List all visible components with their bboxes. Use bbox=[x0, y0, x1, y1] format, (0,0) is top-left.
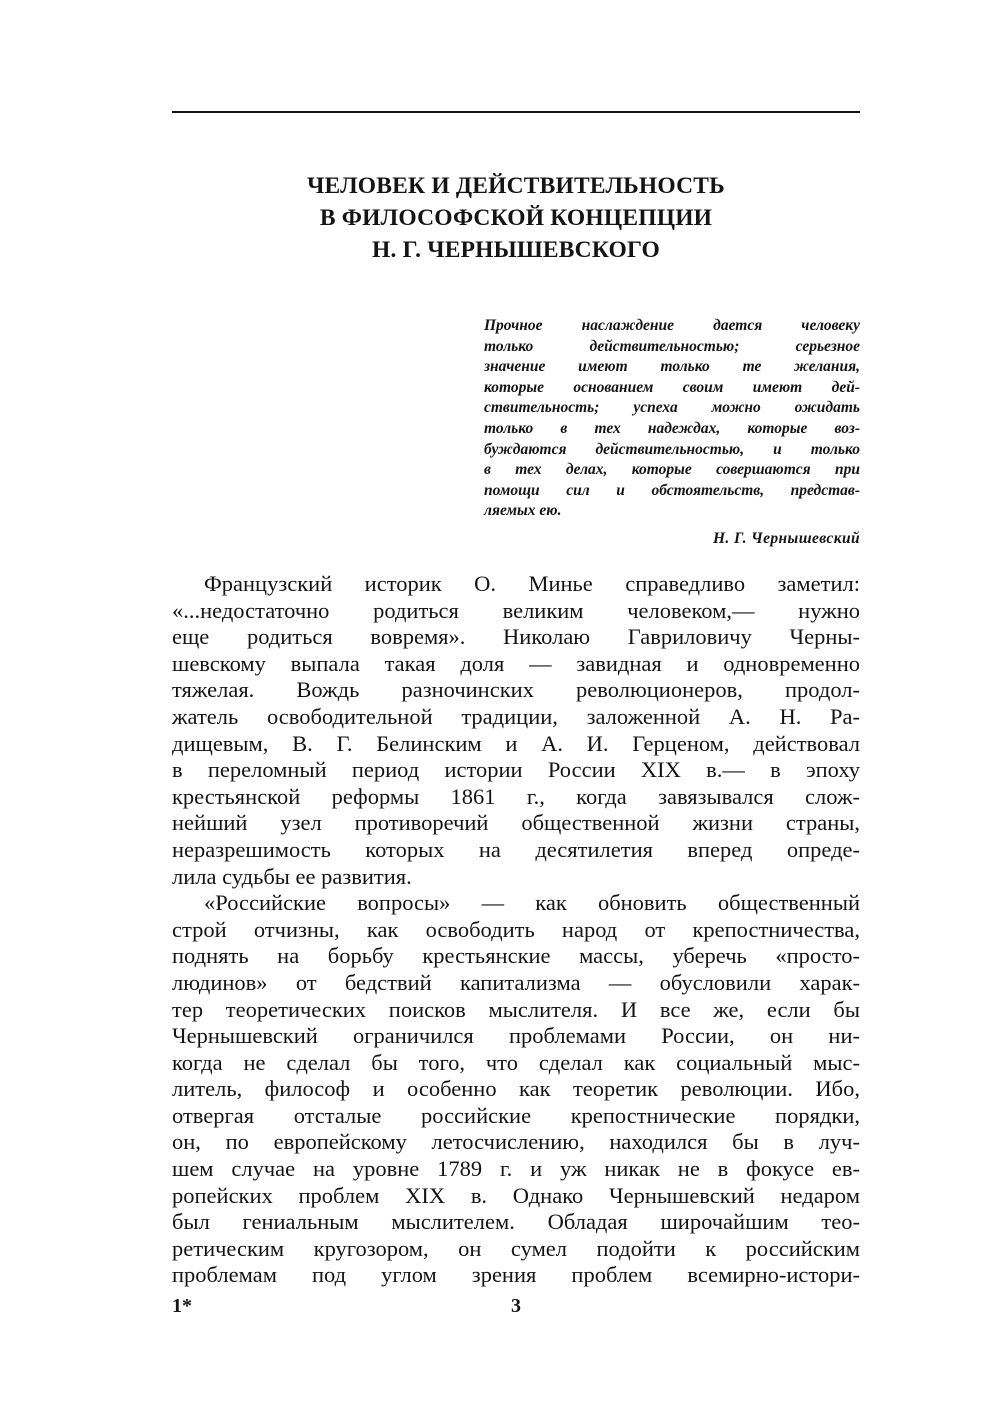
body-line: когда не сделал бы того, что сделал как социальный мыс- bbox=[172, 1049, 860, 1075]
body-line: тер теоретических поисков мыслителя. И все же, если бы bbox=[172, 996, 860, 1022]
epigraph bbox=[484, 316, 860, 550]
body-line: «Российские вопросы» — как обновить общественный bbox=[204, 890, 860, 916]
title-line-2: В ФИЛОСОФСКОЙ КОНЦЕПЦИИ bbox=[319, 205, 713, 231]
signature-mark: 1* bbox=[172, 1295, 192, 1317]
body-line: крестьянской реформы 1861 г., когда завязывался слож- bbox=[172, 783, 860, 809]
body-line: литель, философ и особенно как теоретик революции. Ибо, bbox=[172, 1076, 860, 1102]
epigraph-line: только действительностью; серьезное bbox=[484, 337, 860, 355]
body-line: он, по европейскому летосчислению, находился бы в луч- bbox=[172, 1129, 860, 1155]
epigraph-line: Прочное наслаждение дается человеку bbox=[484, 317, 860, 334]
body-line: «...недостаточно родиться великим человеком,— нужно bbox=[172, 597, 860, 623]
epigraph-line: которые основанием своим имеют дей- bbox=[484, 378, 860, 396]
top-rule bbox=[172, 111, 860, 113]
epigraph-line: ствительность; успеха можно ожидать bbox=[484, 399, 860, 417]
body-line: строй отчизны, как освободить народ от крепостничества, bbox=[172, 916, 860, 942]
epigraph-line: только в тех надеждах, которые воз- bbox=[484, 419, 860, 437]
body-line: лила судьбы ее развития. bbox=[172, 863, 412, 889]
article-title bbox=[172, 170, 860, 266]
paragraph-2 bbox=[172, 890, 860, 1289]
epigraph-line: буждаются действительностью, и только bbox=[484, 440, 860, 458]
body-line: Французский историк О. Минье справедливо заметил: bbox=[204, 571, 860, 596]
body-line: шевскому выпала такая доля — завидная и одновременно bbox=[172, 650, 860, 676]
body-line: шем случае на уровне 1789 г. и уж никак не в фокусе ев- bbox=[172, 1156, 860, 1182]
body-line: дищевым, В. Г. Белинским и А. И. Герценом, действовал bbox=[172, 730, 860, 756]
epigraph-line: в тех делах, которые совершаются при bbox=[484, 461, 860, 479]
body-line: ропейских проблем XIX в. Однако Чернышевский недаром bbox=[172, 1182, 860, 1208]
title-line-3: Н. Г. ЧЕРНЫШЕВСКОГО bbox=[371, 237, 660, 263]
title-line-1: ЧЕЛОВЕК И ДЕЙСТВИТЕЛЬНОСТЬ bbox=[307, 173, 725, 199]
body-line: Чернышевский ограничился проблемами России, он ни- bbox=[172, 1023, 860, 1049]
body-line: ретическим кругозором, он сумел подойти к российским bbox=[172, 1235, 860, 1261]
epigraph-line: ляемых ею. bbox=[484, 502, 562, 520]
body-line: поднять на борьбу крестьянские массы, уберечь «просто- bbox=[172, 943, 860, 969]
body-line: в переломный период истории России XIX в.— в эпоху bbox=[172, 757, 860, 783]
epigraph-author: Н. Г. Чернышевский bbox=[712, 529, 860, 547]
body-line: тяжелая. Вождь разночинских революционеров, продол- bbox=[172, 677, 860, 703]
paragraph-1 bbox=[172, 571, 860, 890]
body-line: нейший узел противоречий общественной жизни страны, bbox=[172, 810, 860, 836]
body-line: еще родиться вовремя». Николаю Гавриловичу Черны- bbox=[172, 624, 860, 650]
body-line: отвергая отсталые российские крепостнические порядки, bbox=[172, 1102, 860, 1128]
page-number: 3 bbox=[511, 1295, 521, 1317]
body-line: проблемам под углом зрения проблем всемирно-истори- bbox=[172, 1262, 860, 1288]
epigraph-line: значение имеют только те желания, bbox=[484, 358, 860, 376]
body-line: людинов» от бедствий капитализма — обусловили харак- bbox=[172, 969, 860, 995]
body-line: неразрешимость которых на десятилетия вперед опреде- bbox=[172, 836, 860, 862]
body-line: жатель освободительной традиции, заложенной А. Н. Ра- bbox=[172, 703, 860, 729]
epigraph-line: помощи сил и обстоятельств, представ- bbox=[484, 481, 860, 499]
body-text bbox=[172, 571, 860, 1289]
body-line: был гениальным мыслителем. Обладая широчайшим тео- bbox=[172, 1209, 860, 1235]
